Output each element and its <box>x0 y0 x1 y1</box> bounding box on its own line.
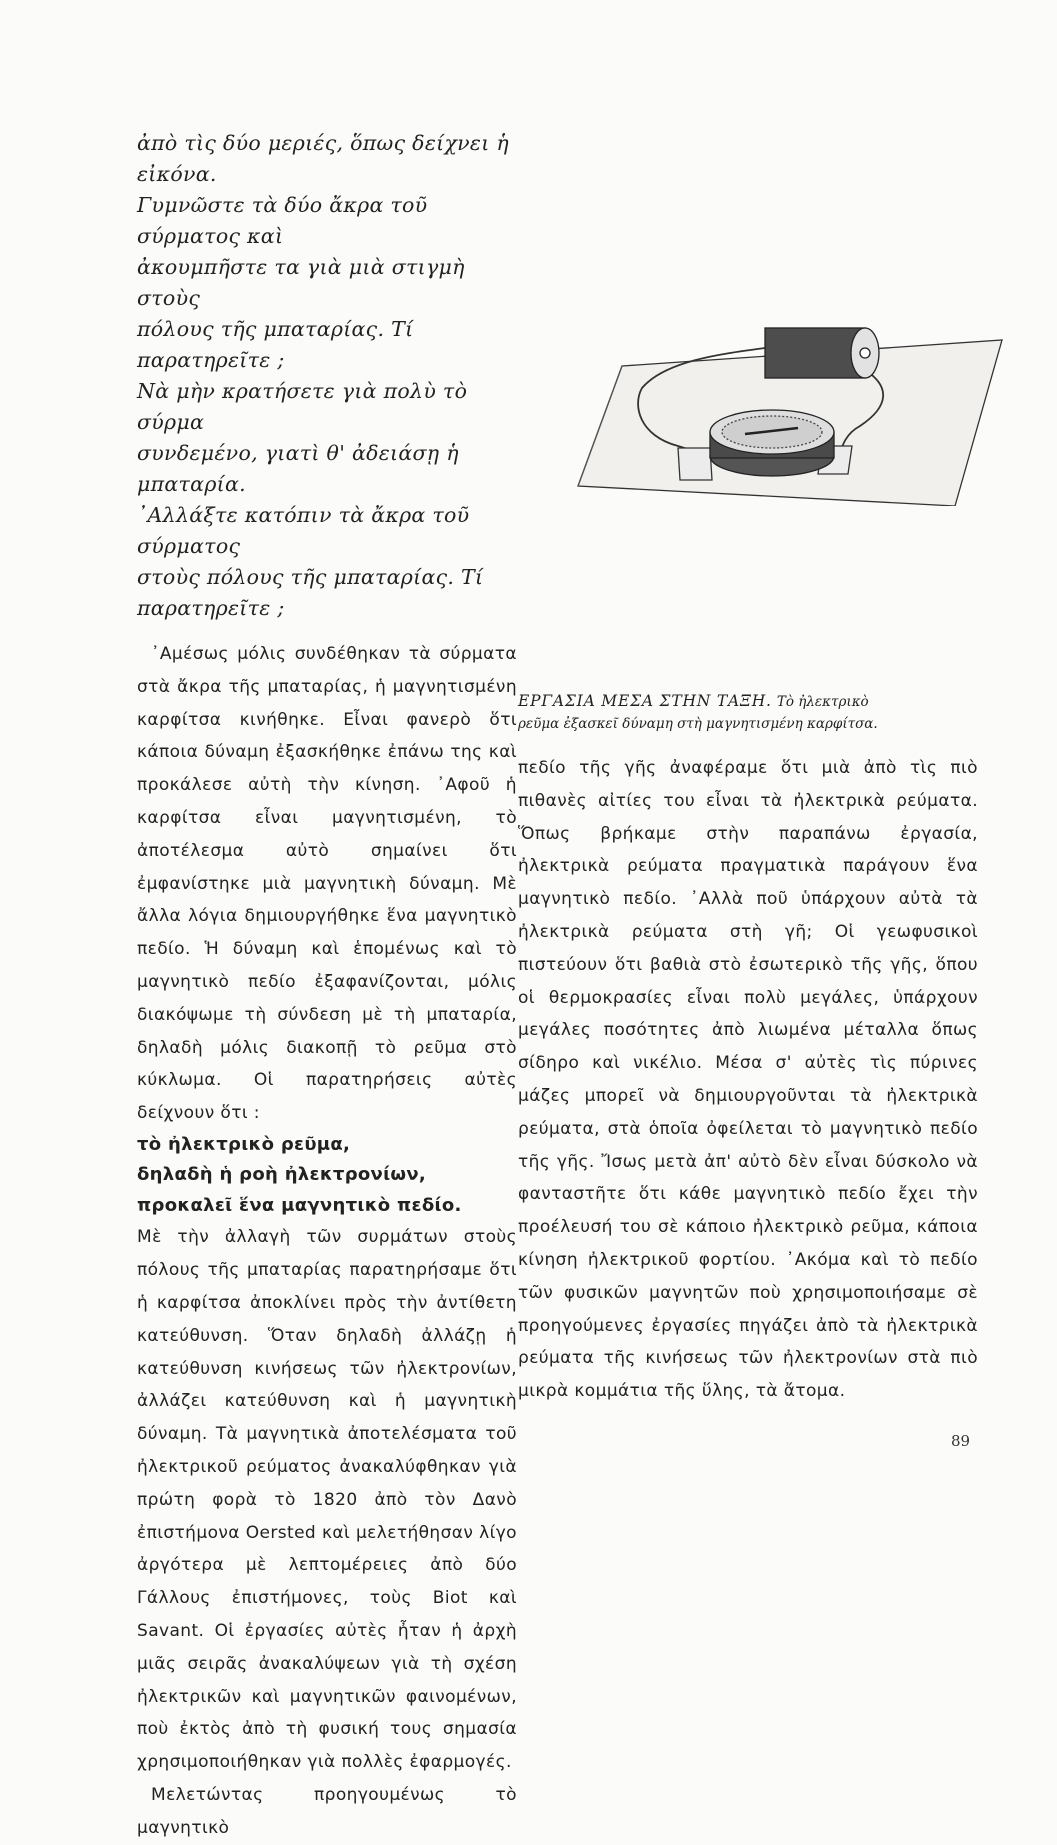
key-statement-line: δηλαδὴ ἡ ροὴ ἠλεκτρονίων, <box>137 1164 427 1186</box>
caption-text: ρεῦμα ἐξασκεῖ δύναμη στὴ μαγνητισμένη καρφίτσα. <box>518 716 878 732</box>
paragraph-continued: Μελετώντας προηγουμένως τὸ μαγνητικὸ <box>137 1785 517 1838</box>
instruction-line: πόλους τῆς μπαταρίας. Τί παρατηρεῖτε ; <box>137 317 414 372</box>
figure-caption <box>518 690 978 735</box>
key-statement-line: τὸ ἠλεκτρικὸ ρεῦμα, <box>137 1133 351 1155</box>
battery-body <box>765 328 865 378</box>
page-number: 89 <box>951 1432 971 1450</box>
paragraph-history: Μὲ τὴν ἀλλαγὴ τῶν συρμάτων στοὺς πόλους τῆς μπαταρίας παρατηρήσαμε ὅτι ἡ καρφίτσα ἀποκλίνει πρὸς τὴν ἀντίθετη κατεύθυνση. Ὅταν δηλαδὴ ἀλλάζῃ ἡ κατεύθυνση κινήσεως τῶν ἠλεκτρονίων, ἀλλάζει κατεύθυνση καὶ ἡ μαγνητικὴ δύναμη. Τὰ μαγνητικὰ ἀποτελέσματα τοῦ ἠλεκτρικοῦ ρεύματος ἀνακαλύφθηκαν γιὰ πρώτη φορὰ τὸ 1820 ἀπὸ τὸν Δανὸ ἐπιστήμονα Oersted καὶ μελετήθησαν λίγο ἀργότερα μὲ λεπτομέρειες ἀπὸ δύο Γάλλους ἐπιστήμονες, τοὺς Biot καὶ Savant. Οἱ ἐργασίες αὐτὲς ἦταν ἡ ἀρχὴ μιᾶς σειρᾶς ἀνακαλύψεων γιὰ τὴ σχέση ἠλεκτρικῶν καὶ μαγνητικῶν φαινομένων, ποὺ ἐκτὸς ἀπὸ τὴ φυσική τους σημασία χρησιμοποιήθηκαν γιὰ πολλὲς ἐφαρμογές. <box>137 1227 517 1773</box>
instruction-line: ἀπὸ τὶς δύο μεριές, ὅπως δείχνει ἡ εἰκόνα. <box>137 131 509 186</box>
paragraph-observation: ᾿Αμέσως μόλις συνδέθηκαν τὰ σύρματα στὰ ἄκρα τῆς μπαταρίας, ἡ μαγνητισμένη καρφίτσα κινήθηκε. Εἶναι φανερὸ ὅτι κάποια δύναμη ἐξασκήθηκε ἐπάνω της καὶ προκάλεσε αὐτὴ τὴν κίνηση. ᾿Αφοῦ ἡ καρφίτσα εἶναι μαγνητισμένη, τὸ ἀποτέλεσμα αὐτὸ σημαίνει ὅτι ἐμφανίστηκε μιὰ μαγνητικὴ δύναμη. Μὲ ἄλλα λόγια δημιουργήθηκε ἕνα μαγνητικὸ πεδίο. Ἡ δύναμη καὶ ἑπομένως καὶ τὸ μαγνητικὸ πεδίο ἐξαφανίζονται, μόλις διακόψωμε τὴ σύνδεση μὲ τὴ μπαταρία, δηλαδὴ μόλις διακοπῇ τὸ ρεῦμα στὸ κύκλωμα. Οἱ παρατηρήσεις αὐτὲς δείχνουν ὅτι : <box>137 644 517 1124</box>
instruction-line: στοὺς πόλους τῆς μπαταρίας. Τί <box>137 565 484 589</box>
caption-title: ΕΡΓΑΣΙΑ ΜΕΣΑ ΣΤΗΝ ΤΑΞΗ. <box>518 692 772 710</box>
experiment-illustration <box>560 296 1010 506</box>
instruction-line: ᾿Αλλάξτε κατόπιν τὰ ἄκρα τοῦ σύρματος <box>137 503 470 558</box>
caption-text: Τὸ ἠλεκτρικὸ <box>776 694 869 710</box>
right-column <box>518 752 978 1408</box>
instruction-line: Γυμνῶστε τὰ δύο ἄκρα τοῦ σύρματος καὶ <box>137 193 428 248</box>
key-statement-line: προκαλεῖ ἕνα μαγνητικὸ πεδίο. <box>137 1194 462 1216</box>
paragraph-earth-field: πεδίο τῆς γῆς ἀναφέραμε ὅτι μιὰ ἀπὸ τὶς πιὸ πιθανὲς αἰτίες του εἶναι τὰ ἠλεκτρικὰ ρεύματα. Ὅπως βρήκαμε στὴν παραπάνω ἐργασία, ἠλεκτρικὰ ρεύματα πραγματικὰ παράγουν ἕνα μαγνητικὸ πεδίο. ᾿Αλλὰ ποῦ ὑπάρχουν αὐτὰ τὰ ἠλεκτρικὰ ρεύματα στὴ γῆ; Οἱ γεωφυσικοὶ πιστεύουν ὅτι βαθιὰ στὸ ἐσωτερικὸ τῆς γῆς, ὅπου οἱ θερμοκρασίες εἶναι πολὺ μεγάλες, ὑπάρχουν μεγάλες ποσότητες ἀπὸ λιωμένα μέταλλα ὅπως σίδηρο καὶ νικέλιο. Μέσα σ' αὐτὲς τὶς πύρινες μάζες μπορεῖ νὰ δημιουργοῦνται τὰ ἠλεκτρικὰ ρεύματα, στὰ ὁποῖα ὀφείλεται τὸ μαγνητικὸ πεδίο τῆς γῆς. Ἴσως μετὰ ἀπ' αὐτὸ δὲν εἶναι δύσκολο νὰ φανταστῆτε ὅτι κάθε μαγνητικὸ πεδίο ἔχει τὴν προέλευσή του σὲ κάποιο ἠλεκτρικὸ ρεῦμα, κάποια κίνηση ἠλεκτρικοῦ φορτίου. ᾿Ακόμα καὶ τὸ πεδίο τῶν φυσικῶν μαγνητῶν ποὺ χρησιμοποιήσαμε σὲ προηγούμενες ἐργασίες πηγάζει ἀπὸ τὰ ἠλεκτρικὰ ρεύματα τῆς κινήσεως τῶν ἠλεκτρονίων στὰ πιὸ μικρὰ κομμάτια τῆς ὕλης, τὰ ἄτομα. <box>518 758 978 1402</box>
terminal-left <box>678 448 712 480</box>
key-statement <box>137 1130 517 1222</box>
instruction-line: συνδεμένο, γιατὶ θ' ἀδειάσῃ ἡ μπαταρία. <box>137 441 459 496</box>
instruction-line: Νὰ μὴν κρατήσετε γιὰ πολὺ τὸ σύρμα <box>137 379 468 434</box>
experiment-instructions <box>137 128 517 624</box>
instruction-line: παρατηρεῖτε ; <box>137 596 285 620</box>
left-column <box>137 128 517 1845</box>
instruction-line: ἀκουμπῆστε τα γιὰ μιὰ στιγμὴ στοὺς <box>137 255 465 310</box>
